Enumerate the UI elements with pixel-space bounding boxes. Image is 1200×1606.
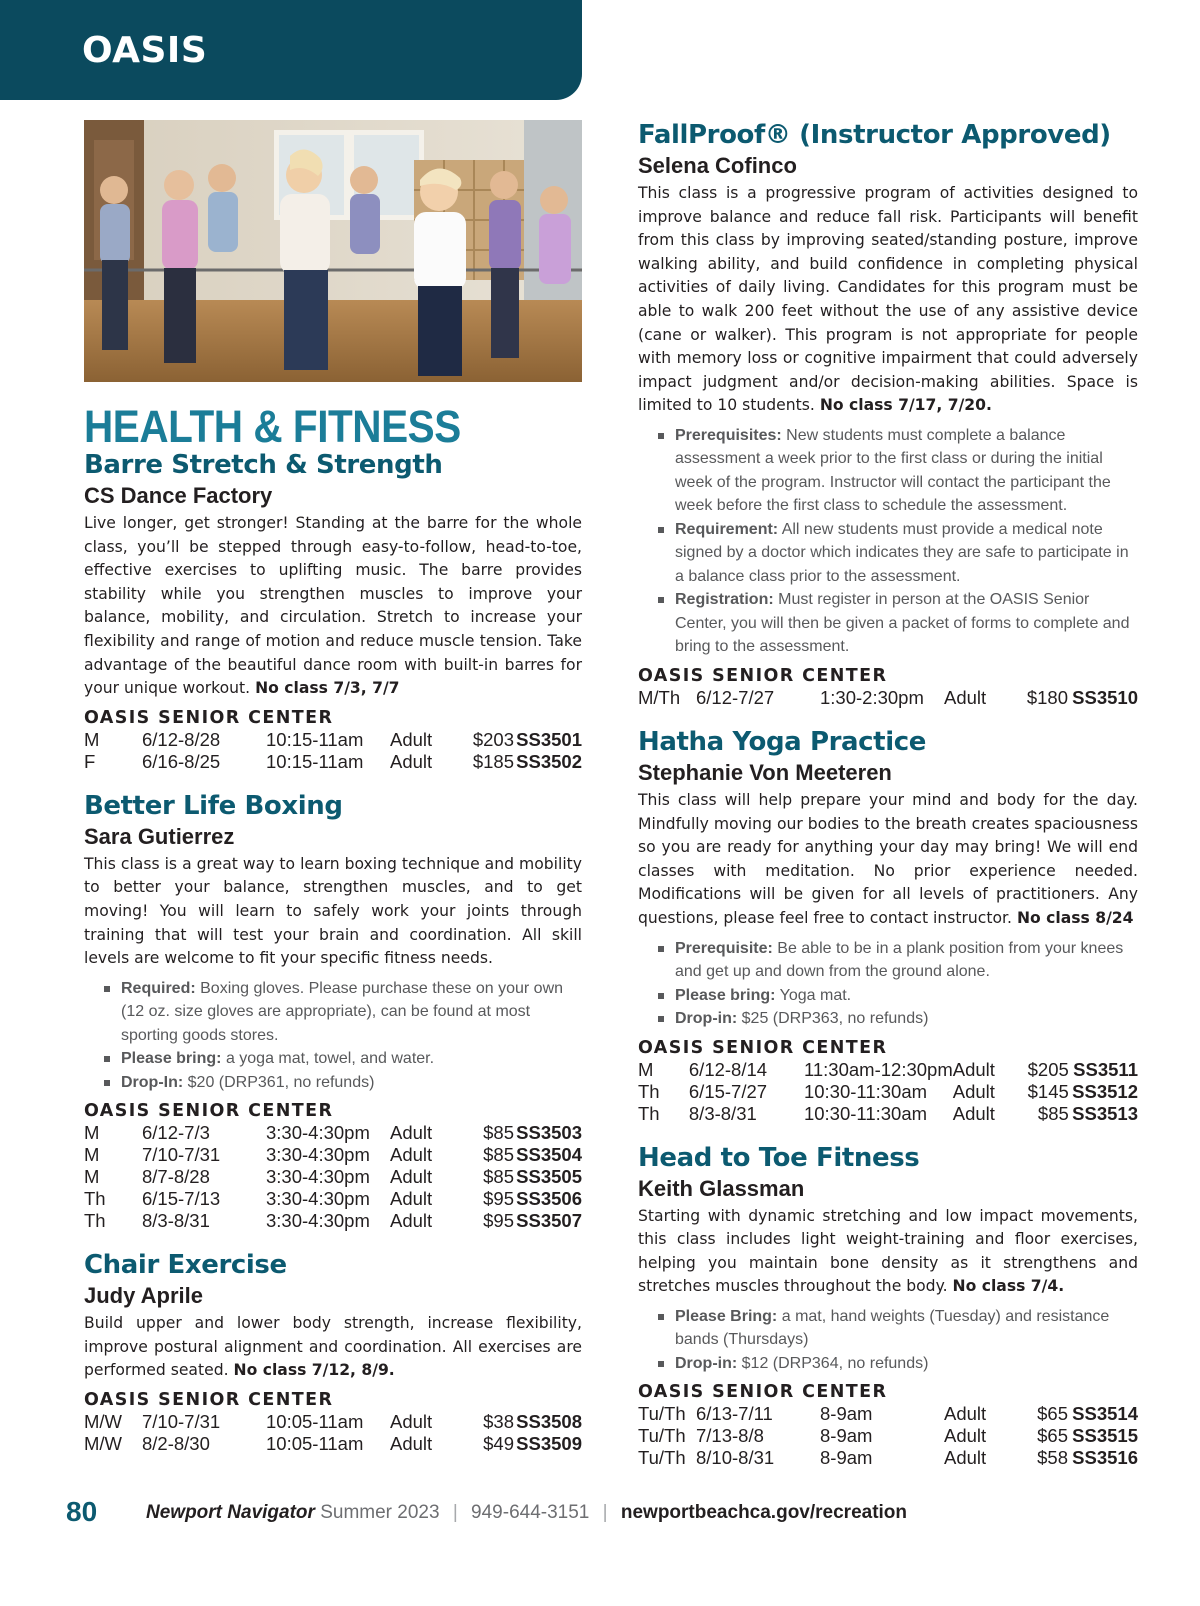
- schedule-age: Adult: [390, 1433, 433, 1454]
- note-text: New students must complete a balance assessment a week prior to the first class or during the initial week of the program. Instructor will contact the participant the week before the first class to schedule the assessment.: [675, 426, 1111, 515]
- course-note: [658, 588, 1138, 659]
- schedule-price: $85: [483, 1144, 514, 1166]
- schedule-day: Tu/Th: [638, 1425, 686, 1447]
- schedule-time: 3:30-4:30pm: [266, 1188, 370, 1210]
- course-code[interactable]: SS3509: [516, 1433, 582, 1454]
- schedule-day: M/Th: [638, 686, 681, 708]
- schedule-row: [638, 1059, 1138, 1081]
- schedule-time: 8-9am: [820, 1425, 873, 1447]
- course-title: Better Life Boxing: [84, 790, 343, 821]
- instructor-name: Keith Glassman: [638, 1175, 805, 1201]
- schedule-row: [84, 1166, 582, 1188]
- schedule-dates: 8/3-8/31: [142, 1210, 210, 1232]
- schedule-day: M: [84, 1122, 100, 1144]
- note-label: Registration:: [675, 591, 774, 609]
- location-heading: OASIS SENIOR CENTER: [84, 1101, 334, 1122]
- schedule-age: Adult: [390, 1144, 433, 1166]
- schedule-day: Th: [84, 1210, 106, 1232]
- location-heading: OASIS SENIOR CENTER: [638, 665, 888, 686]
- course-code[interactable]: SS3515: [1072, 1425, 1138, 1447]
- schedule-price: $145: [1027, 1080, 1069, 1102]
- schedule-dates: 6/12-7/3: [142, 1122, 210, 1144]
- course-block: [638, 1143, 1138, 1470]
- schedule-time: 10:05-11am: [266, 1433, 364, 1454]
- course-code[interactable]: SS3512: [1072, 1080, 1138, 1102]
- note-text: a mat, hand weights (Tuesday) and resistance bands (Thursdays): [675, 1307, 1110, 1349]
- schedule-row: [84, 729, 582, 751]
- bullet-square-icon: [658, 597, 664, 603]
- schedule-price: $49: [483, 1433, 514, 1454]
- schedule-age: Adult: [952, 1080, 995, 1102]
- course-title: Barre Stretch & Strength: [84, 450, 443, 480]
- schedule-price: $205: [1027, 1058, 1069, 1080]
- schedule-row: [638, 1425, 1138, 1447]
- bullet-square-icon: [104, 986, 110, 992]
- schedule-price: $85: [1037, 1102, 1069, 1124]
- course-code[interactable]: SS3503: [516, 1122, 582, 1144]
- course-code[interactable]: SS3513: [1072, 1102, 1138, 1124]
- schedule-time: 3:30-4:30pm: [266, 1166, 370, 1188]
- description-text: Build upper and lower body strength, increase flexibility, improve postural alignment and coordination. All exercises are performed seated.: [84, 1314, 582, 1380]
- schedule-row: [638, 1447, 1138, 1469]
- course-code[interactable]: SS3516: [1072, 1447, 1138, 1469]
- right-course-list: [638, 120, 1138, 1469]
- schedule-time: 3:30-4:30pm: [266, 1210, 370, 1232]
- schedule-table: [638, 687, 1138, 709]
- course-title: FallProof® (Instructor Approved): [638, 120, 1111, 150]
- note-label: Required:: [121, 979, 196, 997]
- no-class-note: No class 7/17, 7/20.: [819, 396, 992, 415]
- schedule-day: M: [638, 1058, 654, 1080]
- schedule-dates: 6/12-7/27: [696, 686, 775, 708]
- course-note: [658, 424, 1138, 518]
- location-heading: OASIS SENIOR CENTER: [84, 1390, 334, 1410]
- no-class-note: No class 8/24: [1016, 908, 1134, 927]
- schedule-price: $95: [483, 1210, 514, 1232]
- course-notes-list: [658, 937, 1138, 1031]
- schedule-day: Th: [84, 1188, 106, 1210]
- schedule-time: 10:15-11am: [266, 728, 364, 750]
- schedule-table: [84, 729, 582, 773]
- schedule-age: Adult: [944, 686, 987, 708]
- schedule-time: 10:15-11am: [266, 750, 364, 772]
- note-label: Requirement:: [675, 520, 779, 538]
- bullet-square-icon: [658, 1314, 664, 1320]
- schedule-table: [84, 1411, 582, 1455]
- schedule-day: Tu/Th: [638, 1403, 686, 1425]
- schedule-dates: 6/15-7/27: [688, 1080, 768, 1102]
- note-text: $20 (DRP361, no refunds): [187, 1073, 375, 1091]
- schedule-dates: 6/15-7/13: [142, 1188, 221, 1210]
- schedule-row: [84, 1433, 582, 1455]
- separator: |: [602, 1502, 608, 1523]
- schedule-age: Adult: [952, 1102, 995, 1124]
- course-block: [84, 1250, 582, 1455]
- course-notes-list: [658, 1305, 1138, 1376]
- schedule-age: Adult: [390, 1188, 433, 1210]
- schedule-row: [638, 1403, 1138, 1425]
- note-text: All new students must provide a medical note signed by a doctor which indicates they are safe to participate in a balance class prior to the assessment.: [675, 520, 1129, 585]
- photo-illustration: [84, 120, 582, 382]
- schedule-age: Adult: [390, 750, 433, 772]
- note-label: Please bring:: [121, 1050, 222, 1068]
- schedule-day: M: [84, 1144, 100, 1166]
- schedule-day: M: [84, 728, 100, 750]
- left-course-list: [84, 450, 582, 1455]
- schedule-row: [84, 751, 582, 773]
- bullet-square-icon: [104, 1080, 110, 1086]
- schedule-row: [638, 687, 1138, 709]
- description-text: This class is a progressive program of activities designed to improve balance and reduce fall risk. Participants will benefit from this class by improving seated/standing posture, improve walking ability, and build confidence in completing physical activities of daily living. Candidates for this program must be able to walk 200 feet without the use of any assistive device (cane or walker). This program is not appropriate for people with memory loss or cognitive impairment that could adversely impact judgment and/or decision-making abilities. Space is limited to 10 students.: [638, 184, 1138, 415]
- schedule-dates: 7/10-7/31: [142, 1144, 221, 1166]
- course-code[interactable]: SS3514: [1072, 1403, 1138, 1425]
- course-block: [84, 791, 582, 1232]
- note-label: Prerequisite:: [675, 939, 773, 957]
- instructor-name: Sara Gutierrez: [84, 823, 235, 849]
- schedule-row: [84, 1122, 582, 1144]
- no-class-note: No class 7/12, 8/9.: [233, 1361, 395, 1380]
- course-block: [84, 450, 582, 773]
- location-heading: OASIS SENIOR CENTER: [84, 707, 334, 728]
- people-exercising-photo: [84, 120, 582, 382]
- course-note: [104, 1071, 582, 1095]
- schedule-age: Adult: [390, 1166, 433, 1188]
- schedule-age: Adult: [390, 728, 433, 750]
- note-label: Prerequisites:: [675, 426, 782, 444]
- course-block: [638, 120, 1138, 709]
- schedule-dates: 6/16-8/25: [142, 750, 221, 772]
- course-note: [658, 937, 1138, 984]
- schedule-row: [84, 1144, 582, 1166]
- schedule-age: Adult: [944, 1447, 987, 1469]
- course-code[interactable]: SS3505: [516, 1166, 582, 1188]
- page-number: 80: [66, 1496, 98, 1527]
- schedule-row: [84, 1188, 582, 1210]
- schedule-time: 3:30-4:30pm: [266, 1122, 370, 1144]
- course-description: [84, 512, 582, 701]
- schedule-row: [638, 1103, 1138, 1125]
- note-label: Please bring:: [675, 986, 776, 1004]
- schedule-price: $85: [483, 1166, 514, 1188]
- note-label: Drop-in:: [675, 1010, 738, 1027]
- schedule-row: [84, 1411, 582, 1433]
- course-title: Head to Toe Fitness: [638, 1142, 920, 1173]
- schedule-time: 3:30-4:30pm: [266, 1144, 370, 1166]
- schedule-day: F: [84, 750, 96, 772]
- schedule-day: M/W: [84, 1411, 123, 1432]
- left-column: [84, 120, 582, 1455]
- course-notes-list: [658, 424, 1138, 659]
- instructor-name: Judy Aprile: [84, 1283, 203, 1309]
- no-class-note: No class 7/4.: [952, 1277, 1065, 1296]
- schedule-day: M: [84, 1166, 100, 1188]
- course-description: [638, 182, 1138, 418]
- schedule-price: $180: [1026, 686, 1068, 708]
- course-note: [104, 1047, 582, 1071]
- right-column: [638, 120, 1138, 1469]
- course-description: [84, 853, 582, 971]
- location-heading: OASIS SENIOR CENTER: [638, 1382, 888, 1403]
- section-label: OASIS: [82, 30, 208, 71]
- note-label: Please Bring:: [675, 1307, 778, 1325]
- description-text: This class will help prepare your mind and body for the day. Mindfully moving our bodies to the breath creates spaciousness so you are ready for anything your day may bring! We will end classes with meditation. No prior experience needed. Modifications will be given for all levels of practitioners. Any questions, please feel free to contact instructor.: [638, 790, 1138, 927]
- schedule-price: $85: [483, 1122, 514, 1144]
- schedule-age: Adult: [944, 1425, 987, 1447]
- bullet-square-icon: [658, 433, 664, 439]
- issue-label: Summer 2023: [320, 1502, 440, 1523]
- note-text: Yoga mat.: [779, 986, 852, 1004]
- schedule-price: $58: [1037, 1447, 1068, 1469]
- note-label: Drop-in:: [675, 1354, 738, 1372]
- course-note: [658, 518, 1138, 589]
- course-notes-list: [104, 977, 582, 1095]
- schedule-time: 10:30-11:30am: [803, 1080, 928, 1102]
- phone-number: 949-644-3151: [471, 1502, 590, 1523]
- course-note: [658, 984, 1138, 1008]
- location-heading: OASIS SENIOR CENTER: [638, 1037, 888, 1058]
- schedule-time: 1:30-2:30pm: [820, 686, 924, 708]
- course-description: [638, 1205, 1138, 1299]
- instructor-name: CS Dance Factory: [84, 483, 273, 508]
- schedule-table: [638, 1059, 1138, 1125]
- course-code[interactable]: SS3510: [1072, 686, 1138, 708]
- schedule-price: $38: [483, 1411, 514, 1432]
- course-note: [658, 1007, 1138, 1031]
- note-text: $12 (DRP364, no refunds): [741, 1354, 929, 1372]
- section-heading: HEALTH & FITNESS: [84, 401, 461, 452]
- description-text: Starting with dynamic stretching and low impact movements, this class includes light weight-training and floor exercises, helping you maintain bone density as it strengthens and stretches muscles throughout the body.: [638, 1206, 1138, 1296]
- note-text: Must register in person at the OASIS Senior Center, you will then be given a packet of forms to complete and bring to the assessment.: [675, 591, 1130, 656]
- schedule-table: [84, 1122, 582, 1232]
- schedule-price: $65: [1037, 1403, 1068, 1425]
- bullet-square-icon: [104, 1056, 110, 1062]
- schedule-dates: 8/2-8/30: [142, 1433, 210, 1454]
- course-code[interactable]: SS3506: [516, 1188, 582, 1210]
- note-text: Be able to be in a plank position from your knees and get up and down from the ground alone.: [675, 939, 1124, 980]
- description-text: Live longer, get stronger! Standing at the barre for the whole class, you’ll be stepped through easy-to-follow, head-to-toe, effective exercises to uplifting music. The barre provides stability while you strengthen muscles to improve your balance, mobility, and circulation. Stretch to increase your flexibility and range of motion and reduce muscle tension. Take advantage of the beautiful dance room with built-in barres for your unique workout.: [84, 514, 582, 698]
- schedule-dates: 6/13-7/11: [696, 1403, 773, 1425]
- course-code[interactable]: SS3502: [516, 750, 582, 772]
- schedule-price: $95: [483, 1188, 514, 1210]
- schedule-time: 8-9am: [820, 1403, 873, 1425]
- schedule-age: Adult: [390, 1210, 433, 1232]
- no-class-note: No class 7/3, 7/7: [255, 679, 400, 698]
- bullet-square-icon: [658, 993, 664, 999]
- schedule-day: Th: [638, 1102, 660, 1124]
- separator: |: [452, 1502, 458, 1523]
- schedule-age: Adult: [390, 1122, 433, 1144]
- schedule-age: Adult: [944, 1403, 987, 1425]
- schedule-row: [638, 1081, 1138, 1103]
- bullet-square-icon: [658, 1016, 664, 1022]
- page-footer: [0, 1496, 1200, 1536]
- schedule-price: $185: [472, 750, 514, 772]
- schedule-day: M/W: [84, 1433, 123, 1454]
- schedule-day: Tu/Th: [638, 1447, 686, 1469]
- schedule-price: $203: [472, 728, 514, 750]
- description-text: This class is a great way to learn boxing technique and mobility to better your balance, strengthen muscles, and to get moving! You will learn to safely work your joints through training that will test your brain and coordination. All skill levels are welcome to fit your specific fitness needs.: [84, 854, 582, 968]
- magazine-title: Newport Navigator: [146, 1502, 315, 1523]
- course-code[interactable]: SS3508: [516, 1411, 582, 1432]
- schedule-dates: 8/7-8/28: [142, 1166, 210, 1188]
- website-link[interactable]: newportbeachca.gov/recreation: [620, 1502, 908, 1523]
- schedule-table: [638, 1403, 1138, 1469]
- course-description: [638, 789, 1138, 931]
- section-band: [0, 0, 582, 100]
- schedule-time: 10:05-11am: [266, 1411, 364, 1432]
- instructor-name: Selena Cofinco: [638, 153, 797, 178]
- bullet-square-icon: [658, 527, 664, 533]
- schedule-dates: 6/12-8/28: [142, 728, 221, 750]
- schedule-dates: 7/13-8/8: [696, 1425, 764, 1447]
- schedule-dates: 8/10-8/31: [696, 1447, 775, 1469]
- course-code[interactable]: SS3504: [516, 1144, 582, 1166]
- schedule-time: 10:30-11:30am: [803, 1102, 928, 1124]
- schedule-day: Th: [638, 1080, 660, 1102]
- schedule-time: 11:30am-12:30pm: [803, 1058, 953, 1080]
- note-text: Boxing gloves. Please purchase these on your own (12 oz. size gloves are appropriate), can be found at most sporting goods stores.: [121, 979, 564, 1044]
- schedule-price: $65: [1037, 1425, 1068, 1447]
- bullet-square-icon: [658, 946, 664, 952]
- schedule-age: Adult: [390, 1411, 433, 1432]
- course-code[interactable]: SS3501: [516, 728, 582, 750]
- course-block: [638, 727, 1138, 1125]
- schedule-dates: 6/12-8/14: [688, 1058, 768, 1080]
- course-note: [658, 1305, 1138, 1352]
- note-text: $25 (DRP363, no refunds): [741, 1010, 929, 1027]
- course-note: [658, 1352, 1138, 1376]
- course-title: Chair Exercise: [84, 1250, 287, 1281]
- schedule-row: [84, 1210, 582, 1232]
- footer-line: [146, 1502, 907, 1524]
- schedule-dates: 7/10-7/31: [142, 1411, 221, 1432]
- instructor-name: Stephanie Von Meeteren: [638, 759, 892, 785]
- bullet-square-icon: [658, 1361, 664, 1367]
- note-text: a yoga mat, towel, and water.: [225, 1050, 435, 1068]
- course-code[interactable]: SS3507: [516, 1210, 582, 1232]
- schedule-age: Adult: [952, 1058, 995, 1080]
- note-label: Drop-In:: [121, 1073, 184, 1091]
- course-title: Hatha Yoga Practice: [638, 726, 926, 757]
- course-description: [84, 1312, 582, 1383]
- schedule-dates: 8/3-8/31: [688, 1102, 757, 1124]
- course-code[interactable]: SS3511: [1073, 1058, 1138, 1080]
- schedule-time: 8-9am: [820, 1447, 873, 1469]
- course-note: [104, 977, 582, 1048]
